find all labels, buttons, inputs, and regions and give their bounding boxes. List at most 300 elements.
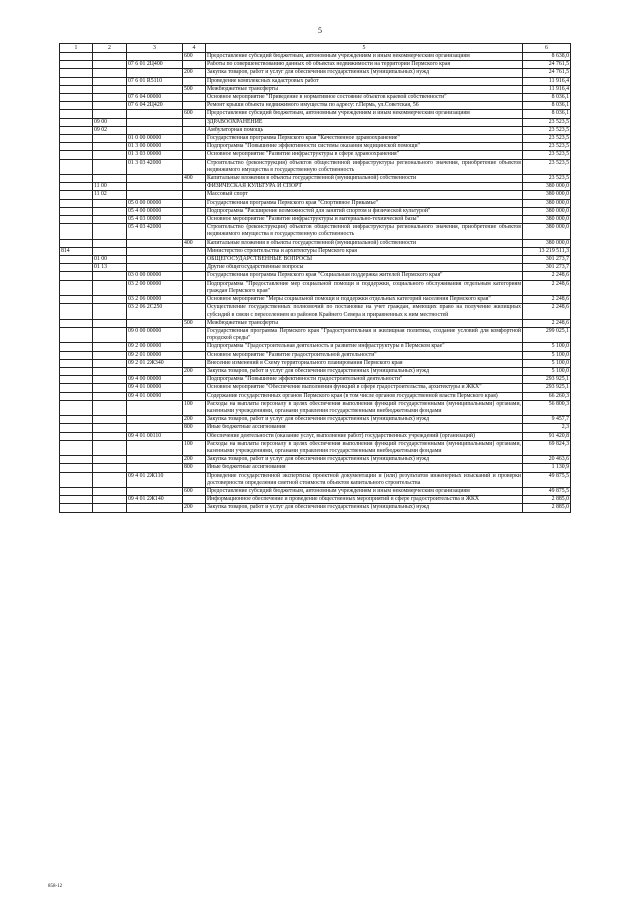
target-item-cell: 03 2 00 00000: [127, 280, 183, 295]
expense-type-cell: [183, 199, 206, 207]
table-row: [60, 61, 571, 69]
table-row: [60, 359, 571, 367]
description-cell: Министерство строительства и архитектуры Пермского края: [206, 247, 523, 255]
description-cell: Основное мероприятие "Развитие инфраструктуры и материально-технической базы": [206, 216, 523, 224]
section-code-cell: [93, 472, 127, 487]
table-row: [60, 343, 571, 351]
admin-code-cell: [60, 319, 93, 327]
admin-code-cell: [60, 296, 93, 304]
expense-type-cell: [183, 296, 206, 304]
description-cell: Межбюджетные трансферты: [206, 85, 523, 93]
description-cell: Амбулаторная помощь: [206, 126, 523, 134]
section-code-cell: [93, 432, 127, 440]
amount-cell: 23 523,5: [523, 151, 571, 159]
description-cell: Подпрограмма "Повышение эффективности системы оказания медицинской помощи": [206, 143, 523, 151]
table-row: [60, 327, 571, 342]
target-item-cell: [127, 126, 183, 134]
section-code-cell: [93, 456, 127, 464]
section-code-cell: 11 00: [93, 183, 127, 191]
table-row: [60, 183, 571, 191]
target-item-cell: 09 2 01 00000: [127, 351, 183, 359]
expense-type-cell: 100: [183, 400, 206, 415]
section-code-cell: 11 02: [93, 191, 127, 199]
expense-type-cell: [183, 343, 206, 351]
table-row: [60, 118, 571, 126]
admin-code-cell: [60, 504, 93, 512]
expense-type-cell: 600: [183, 53, 206, 61]
section-code-cell: [93, 392, 127, 400]
amount-cell: 69 824,3: [523, 440, 571, 455]
admin-code-cell: [60, 416, 93, 424]
section-code-cell: [93, 85, 127, 93]
description-cell: Закупка товаров, работ и услуг для обеспечения государственных (муниципальных) нужд: [206, 416, 523, 424]
amount-cell: 2 248,6: [523, 296, 571, 304]
admin-code-cell: [60, 424, 93, 432]
description-cell: Закупка товаров, работ и услуг для обеспечения государственных (муниципальных) нужд: [206, 456, 523, 464]
expense-type-cell: [183, 384, 206, 392]
section-code-cell: [93, 496, 127, 504]
amount-cell: 380 000,0: [523, 239, 571, 247]
footer-code: 858-12: [48, 884, 63, 889]
amount-cell: 293 925,1: [523, 384, 571, 392]
section-code-cell: [93, 216, 127, 224]
description-cell: Государственная программа Пермского края "Качественное здравоохранение": [206, 135, 523, 143]
section-code-cell: [93, 77, 127, 85]
description-cell: Основное мероприятие "Приведение в нормативное состояние объектов краевой собственности": [206, 94, 523, 102]
target-item-cell: [127, 110, 183, 118]
admin-code-cell: [60, 304, 93, 319]
description-cell: ФИЗИЧЕСКАЯ КУЛЬТУРА И СПОРТ: [206, 183, 523, 191]
section-code-cell: 01 13: [93, 264, 127, 272]
amount-cell: 1 130,9: [523, 464, 571, 472]
table-row: [60, 53, 571, 61]
expense-type-cell: 200: [183, 367, 206, 375]
section-code-cell: [93, 343, 127, 351]
table-row: [60, 135, 571, 143]
table-row: [60, 400, 571, 415]
admin-code-cell: [60, 351, 93, 359]
amount-cell: 2 248,6: [523, 280, 571, 295]
section-code-cell: [93, 351, 127, 359]
table-row: [60, 272, 571, 280]
description-cell: Расходы на выплаты персоналу в целях обеспечения выполнения функций государственными (муниципальными) органами, казенными учреждениями, органами управления государственными внебюджетными фондами: [207, 440, 521, 454]
description-cell: Капитальные вложения в объекты государственной (муниципальной) собственности: [206, 239, 523, 247]
expense-type-cell: 100: [183, 440, 206, 455]
expense-type-cell: 800: [183, 464, 206, 472]
admin-code-cell: [60, 118, 93, 126]
table-row: [60, 424, 571, 432]
description-cell: Другие общегосударственные вопросы: [206, 264, 523, 272]
admin-code-cell: [60, 53, 93, 61]
section-code-cell: [93, 199, 127, 207]
amount-cell: 5 100,0: [523, 367, 571, 375]
section-code-cell: [93, 272, 127, 280]
table-row: [60, 351, 571, 359]
description-cell: Предоставление субсидий бюджетным, автономным учреждениям и иным некоммерческим организациям: [206, 487, 523, 495]
target-item-cell: [127, 175, 183, 183]
expense-type-cell: 200: [183, 456, 206, 464]
amount-cell: 23 523,5: [523, 135, 571, 143]
amount-cell: 23 523,5: [523, 159, 571, 174]
admin-code-cell: [60, 207, 93, 215]
admin-code-cell: [60, 487, 93, 495]
expense-type-cell: 800: [183, 424, 206, 432]
table-row: [60, 77, 571, 85]
expense-type-cell: [183, 247, 206, 255]
table-row: [60, 151, 571, 159]
target-item-cell: [127, 400, 183, 415]
description-cell: Предоставление субсидий бюджетным, автономным учреждениям и иным некоммерческим организациям: [206, 110, 523, 118]
description-cell: Закупка товаров, работ и услуг для обеспечения государственных (муниципальных) нужд: [206, 367, 523, 375]
admin-code-cell: [60, 496, 93, 504]
table-row: [60, 69, 571, 77]
target-item-cell: [127, 69, 183, 77]
header-cell: 6: [523, 44, 571, 53]
target-item-cell: 09 4 01 2Ж140: [127, 496, 183, 504]
amount-cell: 66 260,3: [523, 392, 571, 400]
target-item-cell: [127, 504, 183, 512]
table-row: [60, 143, 571, 151]
amount-cell: 2 248,6: [523, 272, 571, 280]
description-cell: Подпрограмма "Расширение возможностей для занятий спортом и физической культурой": [206, 207, 523, 215]
amount-cell: 301 273,7: [523, 256, 571, 264]
section-code-cell: [93, 464, 127, 472]
admin-code-cell: [60, 94, 93, 102]
amount-cell: 380 000,0: [523, 183, 571, 191]
target-item-cell: [127, 416, 183, 424]
page-number: 5: [318, 26, 322, 35]
admin-code-cell: [60, 183, 93, 191]
target-item-cell: [127, 464, 183, 472]
expense-type-cell: [183, 496, 206, 504]
target-item-cell: 09 2 01 2Ж340: [127, 359, 183, 367]
expense-type-cell: 200: [183, 416, 206, 424]
amount-cell: 380 000,0: [523, 224, 571, 239]
section-code-cell: [93, 296, 127, 304]
target-item-cell: 03 2 06 2С250: [127, 304, 183, 319]
expense-type-cell: [183, 61, 206, 69]
section-code-cell: [93, 424, 127, 432]
amount-cell: 2 885,0: [523, 504, 571, 512]
amount-cell: 11 916,4: [523, 77, 571, 85]
admin-code-cell: [60, 175, 93, 183]
table-row: [60, 496, 571, 504]
target-item-cell: 03 0 00 00000: [127, 272, 183, 280]
expense-type-cell: [183, 143, 206, 151]
target-item-cell: 07 6 04 2Ц420: [127, 102, 183, 110]
target-item-cell: 05 4 00 00000: [127, 207, 183, 215]
header-cell: 4: [183, 44, 206, 53]
admin-code-cell: [60, 239, 93, 247]
budget-table: [59, 43, 571, 513]
description-cell: Работы по совершенствованию данных об объектах недвижимости на территории Пермского края: [206, 61, 523, 69]
amount-cell: 23 523,5: [523, 126, 571, 134]
table-row: [60, 199, 571, 207]
table-row: [60, 432, 571, 440]
table-row: [60, 175, 571, 183]
admin-code-cell: [60, 367, 93, 375]
expense-type-cell: [183, 327, 206, 342]
target-item-cell: 09 4 01 00110: [127, 432, 183, 440]
table-row: [60, 440, 571, 455]
target-item-cell: 01 0 00 00000: [127, 135, 183, 143]
admin-code-cell: [60, 384, 93, 392]
expense-type-cell: [183, 216, 206, 224]
amount-cell: 49 875,5: [523, 472, 571, 487]
section-code-cell: [93, 384, 127, 392]
section-code-cell: 09 02: [93, 126, 127, 134]
amount-cell: 8 638,0: [523, 53, 571, 61]
table-row: [60, 280, 571, 295]
expense-type-cell: 400: [183, 239, 206, 247]
description-cell: Расходы на выплаты персоналу в целях обеспечения выполнения функций государственными (муниципальными) органами, казенными учреждениями, органами управления государственными внебюджетными фондами: [207, 400, 521, 414]
section-code-cell: [93, 102, 127, 110]
expense-type-cell: [183, 432, 206, 440]
expense-type-cell: 500: [183, 319, 206, 327]
expense-type-cell: [183, 135, 206, 143]
description-cell: Межбюджетные трансферты: [206, 319, 523, 327]
amount-cell: 2 885,0: [523, 496, 571, 504]
target-item-cell: 01 3 03 42000: [127, 159, 183, 174]
expense-type-cell: [183, 359, 206, 367]
amount-cell: 2 248,6: [523, 304, 571, 319]
amount-cell: 5 100,0: [523, 359, 571, 367]
amount-cell: 49 875,5: [523, 487, 571, 495]
expense-type-cell: [183, 207, 206, 215]
description-cell: Капитальные вложения в объекты государственной (муниципальной) собственности: [206, 175, 523, 183]
target-item-cell: 09 2 00 00000: [127, 343, 183, 351]
amount-cell: 380 000,0: [523, 191, 571, 199]
header-cell: 3: [127, 44, 183, 53]
section-code-cell: [93, 143, 127, 151]
section-code-cell: 01 00: [93, 256, 127, 264]
expense-type-cell: [183, 126, 206, 134]
description-cell: Строительство (реконструкция) объектов общественной инфраструктуры регионального значения, приобретение объектов недвижимого имущества в государственную собственность: [207, 159, 521, 173]
description-cell: Иные бюджетные ассигнования: [206, 424, 523, 432]
admin-code-cell: [60, 216, 93, 224]
target-item-cell: 09 4 00 00000: [127, 376, 183, 384]
table-row: [60, 159, 571, 174]
description-cell: Иные бюджетные ассигнования: [206, 464, 523, 472]
amount-cell: 9 457,7: [523, 416, 571, 424]
expense-type-cell: [183, 191, 206, 199]
table-row: [60, 110, 571, 118]
table-row: [60, 504, 571, 512]
section-code-cell: [93, 239, 127, 247]
amount-cell: 23 523,5: [523, 143, 571, 151]
expense-type-cell: [183, 118, 206, 126]
expense-type-cell: [183, 280, 206, 295]
section-code-cell: [93, 319, 127, 327]
admin-code-cell: [60, 359, 93, 367]
admin-code-cell: [60, 280, 93, 295]
table-row: [60, 392, 571, 400]
admin-code-cell: 814: [60, 247, 93, 255]
section-code-cell: [93, 376, 127, 384]
section-code-cell: [93, 69, 127, 77]
target-item-cell: [127, 487, 183, 495]
admin-code-cell: [60, 110, 93, 118]
expense-type-cell: [183, 256, 206, 264]
admin-code-cell: [60, 256, 93, 264]
table-row: [60, 487, 571, 495]
description-cell: Основное мероприятие "Развитие градостроительной деятельности": [206, 351, 523, 359]
admin-code-cell: [60, 135, 93, 143]
section-code-cell: [93, 61, 127, 69]
amount-cell: 24 761,5: [523, 61, 571, 69]
admin-code-cell: [60, 61, 93, 69]
section-code-cell: [93, 207, 127, 215]
table-row: [60, 239, 571, 247]
expense-type-cell: [183, 94, 206, 102]
admin-code-cell: [60, 143, 93, 151]
admin-code-cell: [60, 224, 93, 239]
admin-code-cell: [60, 456, 93, 464]
section-code-cell: [93, 159, 127, 174]
amount-cell: 23 523,5: [523, 118, 571, 126]
target-item-cell: [127, 247, 183, 255]
amount-cell: 380 000,0: [523, 216, 571, 224]
table-row: [60, 319, 571, 327]
admin-code-cell: [60, 343, 93, 351]
description-cell: Внесение изменений в Схему территориального планирования Пермского края: [206, 359, 523, 367]
expense-type-cell: 200: [183, 69, 206, 77]
admin-code-cell: [60, 126, 93, 134]
description-cell: Обеспечение деятельности (оказание услуг, выполнение работ) государственных учреждений (организаций): [206, 432, 523, 440]
amount-cell: 91 420,8: [523, 432, 571, 440]
section-code-cell: [93, 504, 127, 512]
target-item-cell: [127, 239, 183, 247]
description-cell: Строительство (реконструкция) объектов общественной инфраструктуры регионального значения, приобретение объектов недвижимого имущества в государственную собственность: [207, 224, 521, 238]
target-item-cell: 09 4 01 00090: [127, 392, 183, 400]
admin-code-cell: [60, 272, 93, 280]
target-item-cell: [127, 53, 183, 61]
table-row: [60, 296, 571, 304]
section-code-cell: [93, 224, 127, 239]
target-item-cell: [127, 319, 183, 327]
amount-cell: 5 100,0: [523, 351, 571, 359]
amount-cell: 11 916,4: [523, 85, 571, 93]
table-row: [60, 376, 571, 384]
description-cell: Массовый спорт: [206, 191, 523, 199]
section-code-cell: [93, 400, 127, 415]
table-row: [60, 456, 571, 464]
expense-type-cell: [183, 264, 206, 272]
table-row: [60, 416, 571, 424]
table-row: [60, 191, 571, 199]
description-cell: Государственная программа Пермского края "Социальная поддержка жителей Пермского края": [206, 272, 523, 280]
admin-code-cell: [60, 432, 93, 440]
description-cell: Основное мероприятие "Обеспечение выполнения функций в сфере градостроительства, архитектуры и ЖКХ": [206, 384, 523, 392]
description-cell: Предоставление субсидий бюджетным, автономным учреждениям и иным некоммерческим организациям: [206, 53, 523, 61]
admin-code-cell: [60, 440, 93, 455]
table-row: [60, 207, 571, 215]
target-item-cell: [127, 264, 183, 272]
target-item-cell: 09 4 01 00000: [127, 384, 183, 392]
table-row: [60, 367, 571, 375]
admin-code-cell: [60, 472, 93, 487]
expense-type-cell: [183, 159, 206, 174]
description-cell: Информационное обеспечение и проведение общественных мероприятий в сфере градостроительства и ЖКХ: [206, 496, 523, 504]
description-cell: Основное мероприятие "Развитие инфраструктуры в сфере здравоохранения": [206, 151, 523, 159]
section-code-cell: [93, 327, 127, 342]
admin-code-cell: [60, 191, 93, 199]
amount-cell: 8 036,1: [523, 110, 571, 118]
table-row: [60, 247, 571, 255]
expense-type-cell: [183, 183, 206, 191]
header-cell: 1: [60, 44, 93, 53]
description-cell: Государственная программа Пермского края "Спортивное Прикамье": [206, 199, 523, 207]
description-cell: Содержание государственных органов Пермского края (в том числе органов государственной власти Пермского края): [206, 392, 523, 400]
description-cell: Подпрограмма "Повышение эффективности градостроительной деятельности": [206, 376, 523, 384]
expense-type-cell: [183, 472, 206, 487]
section-code-cell: [93, 247, 127, 255]
target-item-cell: [127, 85, 183, 93]
section-code-cell: [93, 367, 127, 375]
amount-cell: 380 000,0: [523, 199, 571, 207]
amount-cell: 13 219 511,3: [523, 247, 571, 255]
target-item-cell: 09 4 01 2Ж110: [127, 472, 183, 487]
section-code-cell: [93, 280, 127, 295]
amount-cell: 301 273,7: [523, 264, 571, 272]
description-cell: Проведение комплексных кадастровых работ: [206, 77, 523, 85]
admin-code-cell: [60, 159, 93, 174]
amount-cell: 293 925,1: [523, 376, 571, 384]
description-cell: Основное мероприятие "Меры социальной помощи и поддержки отдельных категорий населения Пермского края": [206, 296, 523, 304]
target-item-cell: 01 3 00 00000: [127, 143, 183, 151]
table-row: [60, 85, 571, 93]
admin-code-cell: [60, 464, 93, 472]
amount-cell: 380 000,0: [523, 207, 571, 215]
table-row: [60, 384, 571, 392]
amount-cell: 20 463,6: [523, 456, 571, 464]
table-row: [60, 472, 571, 487]
section-code-cell: [93, 151, 127, 159]
description-cell: Государственная программа Пермского края "Градостроительная и жилищная политика, создание условий для комфортной городской среды": [207, 327, 521, 342]
admin-code-cell: [60, 69, 93, 77]
admin-code-cell: [60, 264, 93, 272]
header-cell: 2: [93, 44, 127, 53]
section-code-cell: 09 00: [93, 118, 127, 126]
table-row: [60, 464, 571, 472]
expense-type-cell: [183, 151, 206, 159]
target-item-cell: 05 4 03 00000: [127, 216, 183, 224]
admin-code-cell: [60, 85, 93, 93]
target-item-cell: 05 4 03 42000: [127, 224, 183, 239]
target-item-cell: [127, 367, 183, 375]
amount-cell: 5 100,0: [523, 343, 571, 351]
amount-cell: 2 248,6: [523, 319, 571, 327]
target-item-cell: 07 6 01 2Ц400: [127, 61, 183, 69]
table-row: [60, 94, 571, 102]
target-item-cell: 07 6 01 R5110: [127, 77, 183, 85]
amount-cell: 56 800,3: [523, 400, 571, 415]
admin-code-cell: [60, 77, 93, 85]
target-item-cell: [127, 440, 183, 455]
target-item-cell: 01 3 03 00000: [127, 151, 183, 159]
header-cell: 5: [206, 44, 523, 53]
section-code-cell: [93, 94, 127, 102]
section-code-cell: [93, 304, 127, 319]
target-item-cell: [127, 256, 183, 264]
expense-type-cell: [183, 272, 206, 280]
table-body: [60, 53, 571, 513]
expense-type-cell: [183, 77, 206, 85]
expense-type-cell: 400: [183, 175, 206, 183]
admin-code-cell: [60, 327, 93, 342]
admin-code-cell: [60, 151, 93, 159]
header-row: [60, 44, 571, 53]
